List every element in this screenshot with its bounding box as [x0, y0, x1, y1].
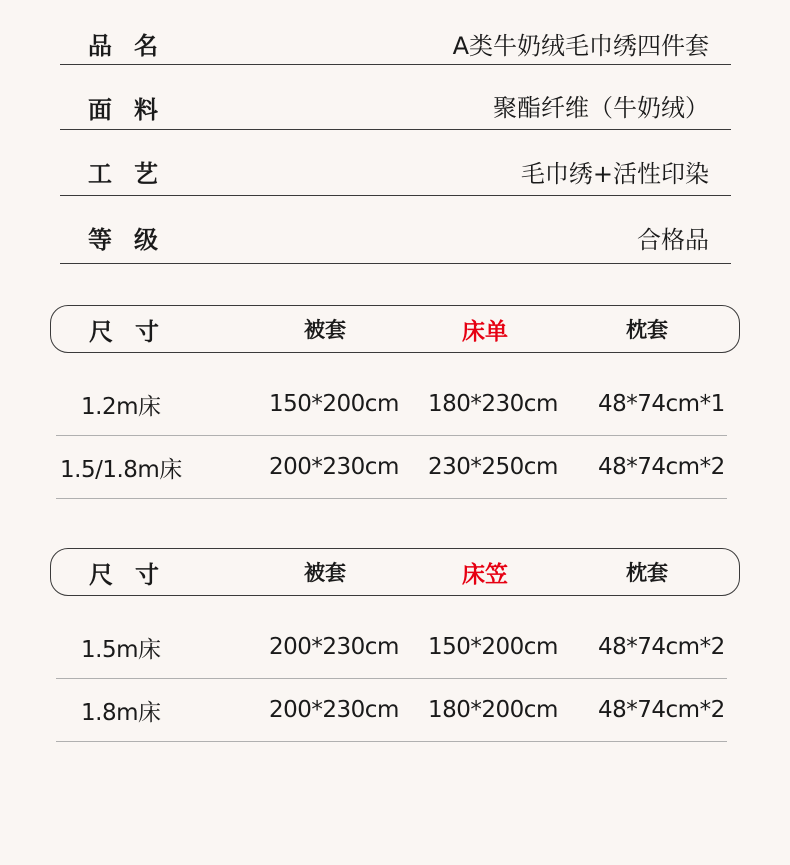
spec-value: 合格品: [637, 226, 709, 254]
bed-sheet-cell: 180*230cm: [428, 391, 558, 417]
size-cell: 1.2m床: [81, 393, 161, 420]
pillowcase-cell: 48*74cm*1: [598, 391, 725, 417]
duvet-cover-cell: 200*230cm: [269, 454, 399, 480]
spec-row-name: [60, 14, 731, 65]
header-size: 尺寸: [89, 560, 181, 589]
fitted-sheet-cell: 150*200cm: [428, 634, 558, 660]
header-pillowcase: 枕套: [626, 561, 668, 585]
spec-label: 面料: [88, 96, 180, 124]
spec-value: 毛巾绣+活性印染: [520, 160, 709, 188]
bed-sheet-cell: 230*250cm: [428, 454, 558, 480]
table-row: [56, 436, 727, 499]
size-cell: 1.5/1.8m床: [60, 456, 182, 483]
spec-row-craft: [60, 129, 731, 196]
header-size: 尺寸: [89, 317, 181, 346]
table-row: [56, 616, 727, 679]
size-cell: 1.8m床: [81, 699, 161, 726]
header-fitted-sheet: 床笠: [462, 561, 508, 588]
size-table-header: [50, 305, 740, 353]
header-pillowcase: 枕套: [626, 318, 668, 342]
spec-label: 等级: [88, 226, 180, 254]
duvet-cover-cell: 200*230cm: [269, 697, 399, 723]
spec-row-grade: [60, 195, 731, 264]
header-duvet-cover: 被套: [304, 318, 346, 342]
spec-value: A类牛奶绒毛巾绣四件套: [452, 32, 709, 60]
header-bed-sheet: 床单: [462, 318, 508, 345]
duvet-cover-cell: 200*230cm: [269, 634, 399, 660]
pillowcase-cell: 48*74cm*2: [598, 634, 725, 660]
pillowcase-cell: 48*74cm*2: [598, 697, 725, 723]
pillowcase-cell: 48*74cm*2: [598, 454, 725, 480]
duvet-cover-cell: 150*200cm: [269, 391, 399, 417]
size-table-header: [50, 548, 740, 596]
header-duvet-cover: 被套: [304, 561, 346, 585]
spec-value: 聚酯纤维（牛奶绒）: [493, 94, 709, 122]
spec-label: 工艺: [88, 160, 180, 188]
spec-label: 品名: [88, 32, 180, 60]
size-cell: 1.5m床: [81, 636, 161, 663]
table-row: [56, 373, 727, 436]
table-row: [56, 679, 727, 742]
spec-row-fabric: [60, 64, 731, 130]
fitted-sheet-cell: 180*200cm: [428, 697, 558, 723]
